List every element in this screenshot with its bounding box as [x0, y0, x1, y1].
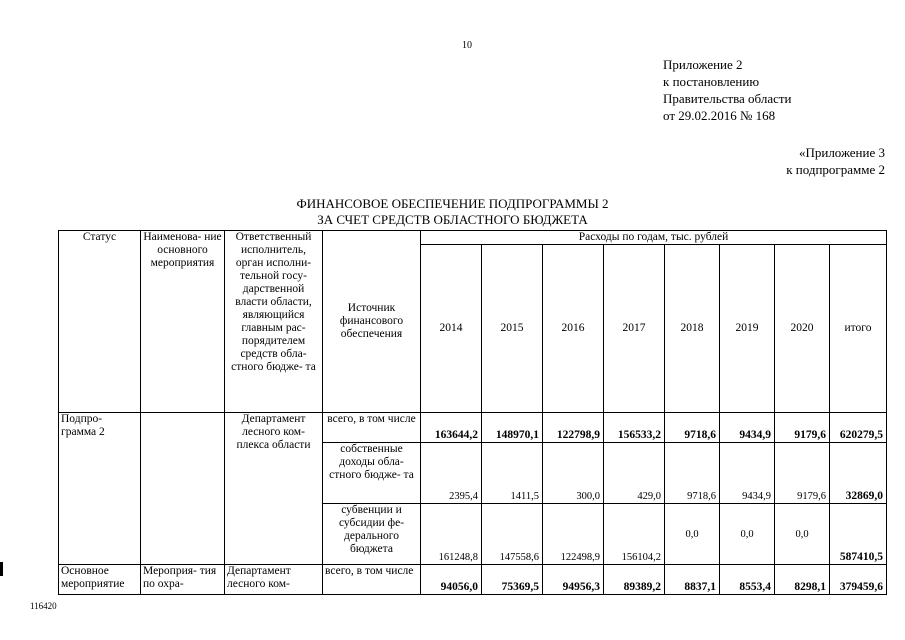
header-name: Наименова- ние основного мероприятия	[141, 231, 225, 413]
row-name	[141, 413, 225, 565]
value-cell: 94956,3	[543, 565, 604, 595]
header-year: 2017	[604, 245, 665, 413]
value-cell: 122798,9	[543, 413, 604, 443]
row-status: Подпро- грамма 2	[59, 413, 141, 565]
total-cell: 32869,0	[830, 443, 887, 504]
header-year: 2018	[665, 245, 720, 413]
row-source: всего, в том числе	[323, 565, 421, 595]
value-cell: 156104,2	[604, 504, 665, 565]
header-year: 2015	[482, 245, 543, 413]
header-responsible: Ответственный исполнитель, орган исполни- тельной госу- дарственной власти области, являющийся главным рас- порядителем средств обла- стного бюдже- та	[225, 231, 323, 413]
value-cell: 0,0	[720, 504, 775, 565]
appendix-line: к постановлению	[663, 74, 760, 89]
value-cell: 163644,2	[421, 413, 482, 443]
value-cell: 9179,6	[775, 443, 830, 504]
appendix-line: от 29.02.2016 № 168	[663, 108, 776, 123]
header-source: Источник финансового обеспечения	[323, 231, 421, 413]
appendix-reference	[786, 144, 885, 178]
value-cell: 156533,2	[604, 413, 665, 443]
page-number: 10	[462, 40, 472, 51]
appendix-ref-line: к подпрограмме 2	[786, 162, 885, 177]
header-year: 2014	[421, 245, 482, 413]
value-cell: 429,0	[604, 443, 665, 504]
value-cell: 94056,0	[421, 565, 482, 595]
title-line-1: ФИНАНСОВОЕ ОБЕСПЕЧЕНИЕ ПОДПРОГРАММЫ 2	[296, 196, 609, 211]
financing-table	[58, 230, 887, 595]
value-cell: 161248,8	[421, 504, 482, 565]
total-cell: 620279,5	[830, 413, 887, 443]
value-cell: 75369,5	[482, 565, 543, 595]
value-cell: 2395,4	[421, 443, 482, 504]
value-cell: 8553,4	[720, 565, 775, 595]
row-status: Основное мероприятие	[59, 565, 141, 595]
header-year: 2016	[543, 245, 604, 413]
value-cell: 9434,9	[720, 443, 775, 504]
value-cell: 8837,1	[665, 565, 720, 595]
appendix-ref-line: «Приложение 3	[798, 145, 885, 160]
value-cell: 147558,6	[482, 504, 543, 565]
value-cell: 9434,9	[720, 413, 775, 443]
total-cell: 587410,5	[830, 504, 887, 565]
appendix-line: Приложение 2	[663, 57, 743, 72]
value-cell: 9718,6	[665, 413, 720, 443]
header-status: Статус	[59, 231, 141, 413]
scan-edge-mark	[0, 562, 3, 576]
footer-code: 116420	[30, 601, 57, 611]
value-cell: 9718,6	[665, 443, 720, 504]
row-source: собственные доходы обла- стного бюдже- та	[323, 443, 421, 504]
value-cell: 0,0	[665, 504, 720, 565]
appendix-note	[663, 56, 792, 124]
appendix-line: Правительства области	[663, 91, 792, 106]
header-year: 2019	[720, 245, 775, 413]
value-cell: 122498,9	[543, 504, 604, 565]
header-expenses: Расходы по годам, тыс. рублей	[421, 231, 887, 245]
header-year: 2020	[775, 245, 830, 413]
value-cell: 89389,2	[604, 565, 665, 595]
title-line-2: ЗА СЧЕТ СРЕДСТВ ОБЛАСТНОГО БЮДЖЕТА	[317, 212, 588, 227]
header-total: итого	[830, 245, 887, 413]
row-responsible: Департамент лесного ком- плекса области	[225, 413, 323, 565]
value-cell: 148970,1	[482, 413, 543, 443]
total-cell: 379459,6	[830, 565, 887, 595]
value-cell: 8298,1	[775, 565, 830, 595]
row-name: Мероприя- тия по охра-	[141, 565, 225, 595]
row-source: всего, в том числе	[323, 413, 421, 443]
document-title	[0, 196, 905, 228]
row-responsible: Департамент лесного ком-	[225, 565, 323, 595]
value-cell: 9179,6	[775, 413, 830, 443]
value-cell: 0,0	[775, 504, 830, 565]
value-cell: 1411,5	[482, 443, 543, 504]
value-cell: 300,0	[543, 443, 604, 504]
row-source: субвенции и субсидии фе- дерального бюджета	[323, 504, 421, 565]
